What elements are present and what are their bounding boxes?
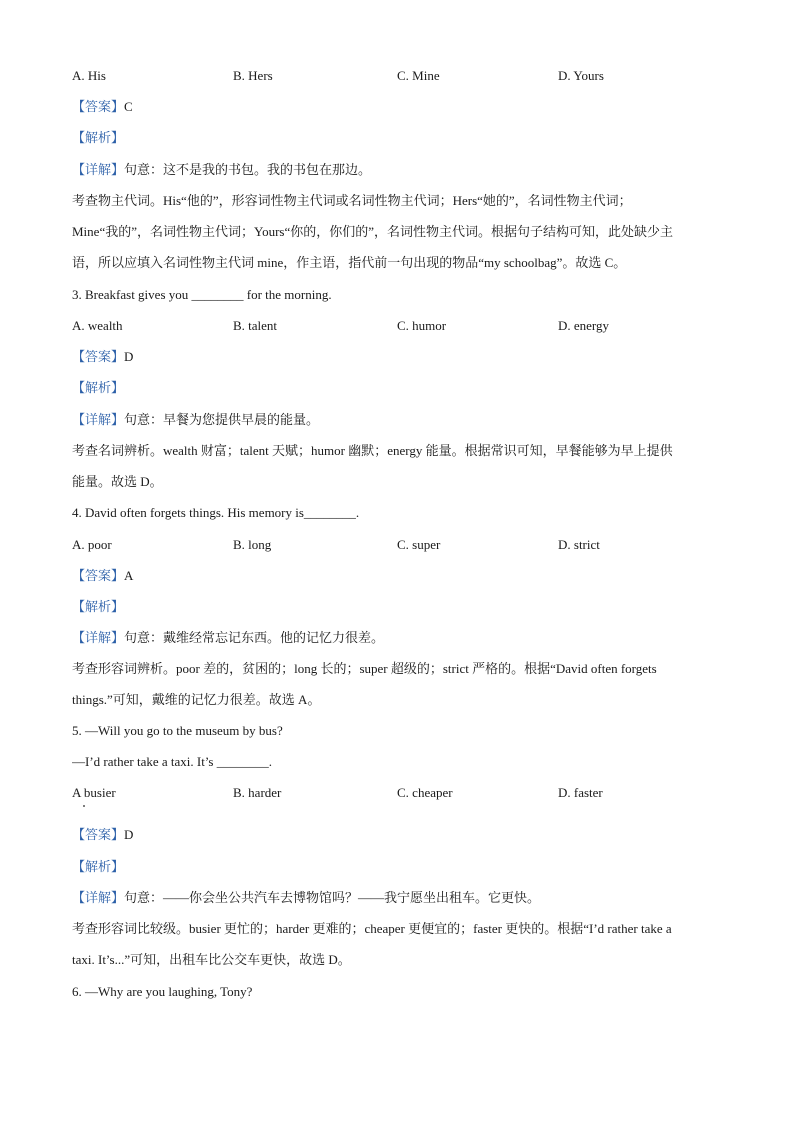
q2-detail	[72, 160, 722, 180]
answer-value: D	[124, 827, 134, 842]
q5-detail	[72, 888, 722, 908]
q3-option-a: A. wealth	[72, 318, 123, 333]
q2-explanation-line: 语，所以应填入名词性物主代词 mine，作主语，指代前一句出现的物品“my schoolbag”。故选 C。	[72, 255, 627, 270]
q5-explanation-line: 考查形容词比较级。busier 更忙的；harder 更难的；cheaper 更便宜的；faster 更快的。根据“I’d rather take a	[72, 921, 672, 936]
analysis-tag: 【解析】	[72, 859, 125, 874]
detail-text: 句意：戴维经常忘记东西。他的记忆力很差。	[124, 630, 385, 645]
q3-option-c: C. humor	[397, 318, 447, 333]
q4-answer	[72, 566, 722, 586]
answer-tag: 【答案】	[72, 568, 125, 583]
q4-option-c: C. super	[397, 537, 441, 552]
q2-option-c: C. Mine	[397, 68, 440, 83]
q4-option-b: B. long	[233, 537, 272, 552]
detail-text: 句意：这不是我的书包。我的书包在那边。	[124, 162, 372, 177]
q2-option-b: B. Hers	[233, 68, 273, 83]
detail-text: 句意：早餐为您提供早晨的能量。	[124, 412, 320, 427]
q4-explanation-line: 考查形容词辨析。poor 差的，贫困的；long 长的；super 超级的；strict 严格的。根据“David often forgets	[72, 661, 657, 676]
q4-option-d: D. strict	[558, 537, 600, 552]
q2-explanation-line: 考查物主代词。His“他的”，形容词性物主代词或名词性物主代词；Hers“她的”，名词性物主代词；	[72, 193, 632, 208]
q2-options	[72, 66, 722, 86]
q4-explanation-line: things.”可知，戴维的记忆力很差。故选 A。	[72, 692, 321, 707]
q5-question-line: 5. —Will you go to the museum by bus?	[72, 723, 283, 738]
q4-detail	[72, 628, 722, 648]
q5-options	[72, 783, 722, 803]
q5-option-d: D. faster	[558, 785, 603, 800]
q2-analysis	[72, 128, 722, 148]
q2-option-a: A. His	[72, 68, 106, 83]
q3-options	[72, 316, 722, 336]
q5-option-b: B. harder	[233, 785, 282, 800]
q5-answer	[72, 825, 722, 845]
analysis-tag: 【解析】	[72, 599, 125, 614]
q4-options	[72, 535, 722, 555]
q4-option-a: A. poor	[72, 537, 112, 552]
analysis-tag: 【解析】	[72, 130, 125, 145]
q2-option-d: D. Yours	[558, 68, 604, 83]
detail-tag: 【详解】	[72, 412, 125, 427]
q2-explanation-line: Mine“我的”，名词性物主代词；Yours“你的，你们的”，名词性物主代词。根据句子结构可知，此处缺少主	[72, 224, 673, 239]
detail-text: 句意：——你会坐公共汽车去博物馆吗？——我宁愿坐出租车。它更快。	[124, 890, 541, 905]
q4-analysis	[72, 597, 722, 617]
detail-tag: 【详解】	[72, 162, 125, 177]
answer-value: A	[124, 568, 134, 583]
q3-analysis	[72, 378, 722, 398]
q2-answer	[72, 97, 722, 117]
q3-explanation-line: 能量。故选 D。	[72, 474, 163, 489]
detail-tag: 【详解】	[72, 890, 125, 905]
answer-tag: 【答案】	[72, 349, 125, 364]
q3-question: 3. Breakfast gives you ________ for the morning.	[72, 287, 332, 302]
q5-analysis	[72, 857, 722, 877]
answer-value: C	[124, 99, 133, 114]
q5-question-line: —I’d rather take a taxi. It’s ________.	[72, 754, 272, 769]
q3-answer	[72, 347, 722, 367]
q6-question: 6. —Why are you laughing, Tony?	[72, 984, 253, 999]
stray-dot-mark	[83, 805, 85, 807]
answer-tag: 【答案】	[72, 827, 125, 842]
q5-option-c: C. cheaper	[397, 785, 453, 800]
answer-tag: 【答案】	[72, 99, 125, 114]
analysis-tag: 【解析】	[72, 380, 125, 395]
q4-question: 4. David often forgets things. His memory is________.	[72, 505, 360, 520]
q3-option-d: D. energy	[558, 318, 610, 333]
q3-explanation-line: 考查名词辨析。wealth 财富；talent 天赋；humor 幽默；energy 能量。根据常识可知，早餐能够为早上提供	[72, 443, 673, 458]
q3-detail	[72, 410, 722, 430]
q3-option-b: B. talent	[233, 318, 278, 333]
answer-value: D	[124, 349, 134, 364]
q5-option-a: A busier	[72, 785, 116, 800]
q5-explanation-line: taxi. It’s...”可知，出租车比公交车更快，故选 D。	[72, 952, 351, 967]
detail-tag: 【详解】	[72, 630, 125, 645]
